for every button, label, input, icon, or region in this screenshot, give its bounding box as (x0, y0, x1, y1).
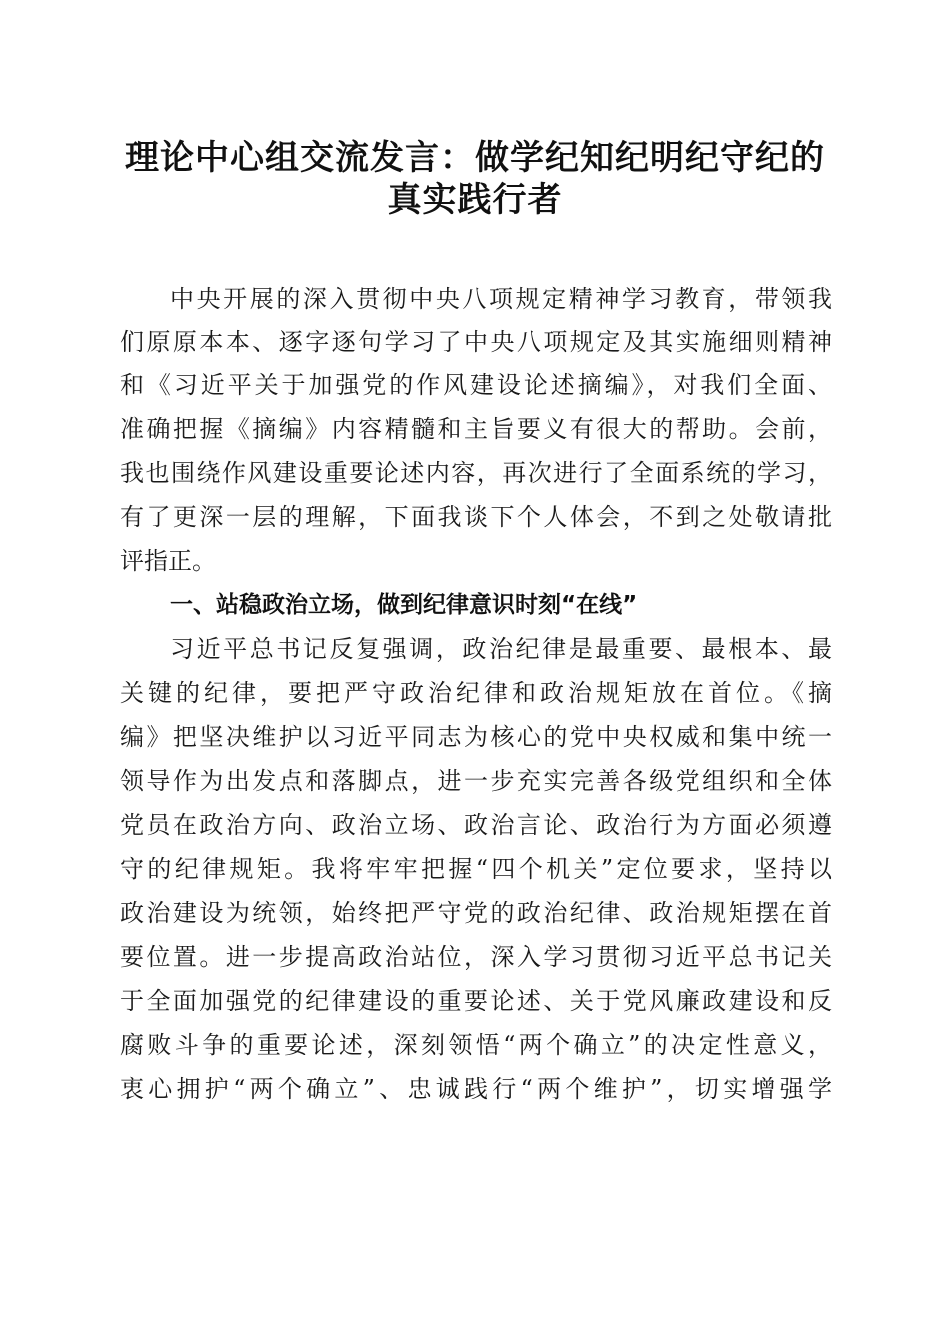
section-heading-1: 一、站稳政治立场，做到纪律意识时刻“在线” (170, 592, 638, 618)
paragraph-2-line: 于全面加强党的纪律建设的重要论述、关于党风廉政建设和反 (120, 987, 832, 1015)
paragraph-2-line: 习近平总书记反复强调，政治纪律是最重要、最根本、最 (170, 635, 832, 663)
paragraph-2-line: 党员在政治方向、政治立场、政治言论、政治行为方面必须遵 (120, 811, 832, 839)
paragraph-2-line: 要位置。进一步提高政治站位，深入学习贯彻习近平总书记关 (120, 943, 832, 971)
paragraph-1-line: 们原原本本、逐字逐句学习了中央八项规定及其实施细则精神 (120, 328, 832, 356)
paragraph-2-line: 编》把坚决维护以习近平同志为核心的党中央权威和集中统一 (120, 723, 832, 751)
paragraph-2-line: 衷心拥护“两个确立”、忠诚践行“两个维护”，切实增强学 (120, 1075, 832, 1103)
paragraph-2-line: 腐败斗争的重要论述，深刻领悟“两个确立”的决定性意义， (120, 1031, 832, 1059)
paragraph-1-line: 准确把握《摘编》内容精髓和主旨要义有很大的帮助。会前， (120, 415, 832, 443)
paragraph-1-line: 和《习近平关于加强党的作风建设论述摘编》，对我们全面、 (120, 371, 832, 399)
paragraph-2-line: 关键的纪律，要把严守政治纪律和政治规矩放在首位。《摘 (120, 679, 832, 707)
paragraph-1-line: 评指正。 (120, 547, 216, 575)
paragraph-2-line: 守的纪律规矩。我将牢牢把握“四个机关”定位要求，坚持以 (120, 855, 832, 883)
paragraph-1-line: 中央开展的深入贯彻中央八项规定精神学习教育，带领我 (170, 285, 832, 313)
paragraph-2-line: 领导作为出发点和落脚点，进一步充实完善各级党组织和全体 (120, 767, 832, 795)
paragraph-1-line: 有了更深一层的理解，下面我谈下个人体会，不到之处敬请批 (120, 503, 832, 531)
paragraph-1-line: 我也围绕作风建设重要论述内容，再次进行了全面系统的学习， (120, 459, 832, 487)
document-title-line-1: 理论中心组交流发言：做学纪知纪明纪守纪的 (125, 138, 825, 178)
document-title-line-2: 真实践行者 (387, 180, 563, 220)
paragraph-2-line: 政治建设为统领，始终把严守党的政治纪律、政治规矩摆在首 (120, 899, 832, 927)
